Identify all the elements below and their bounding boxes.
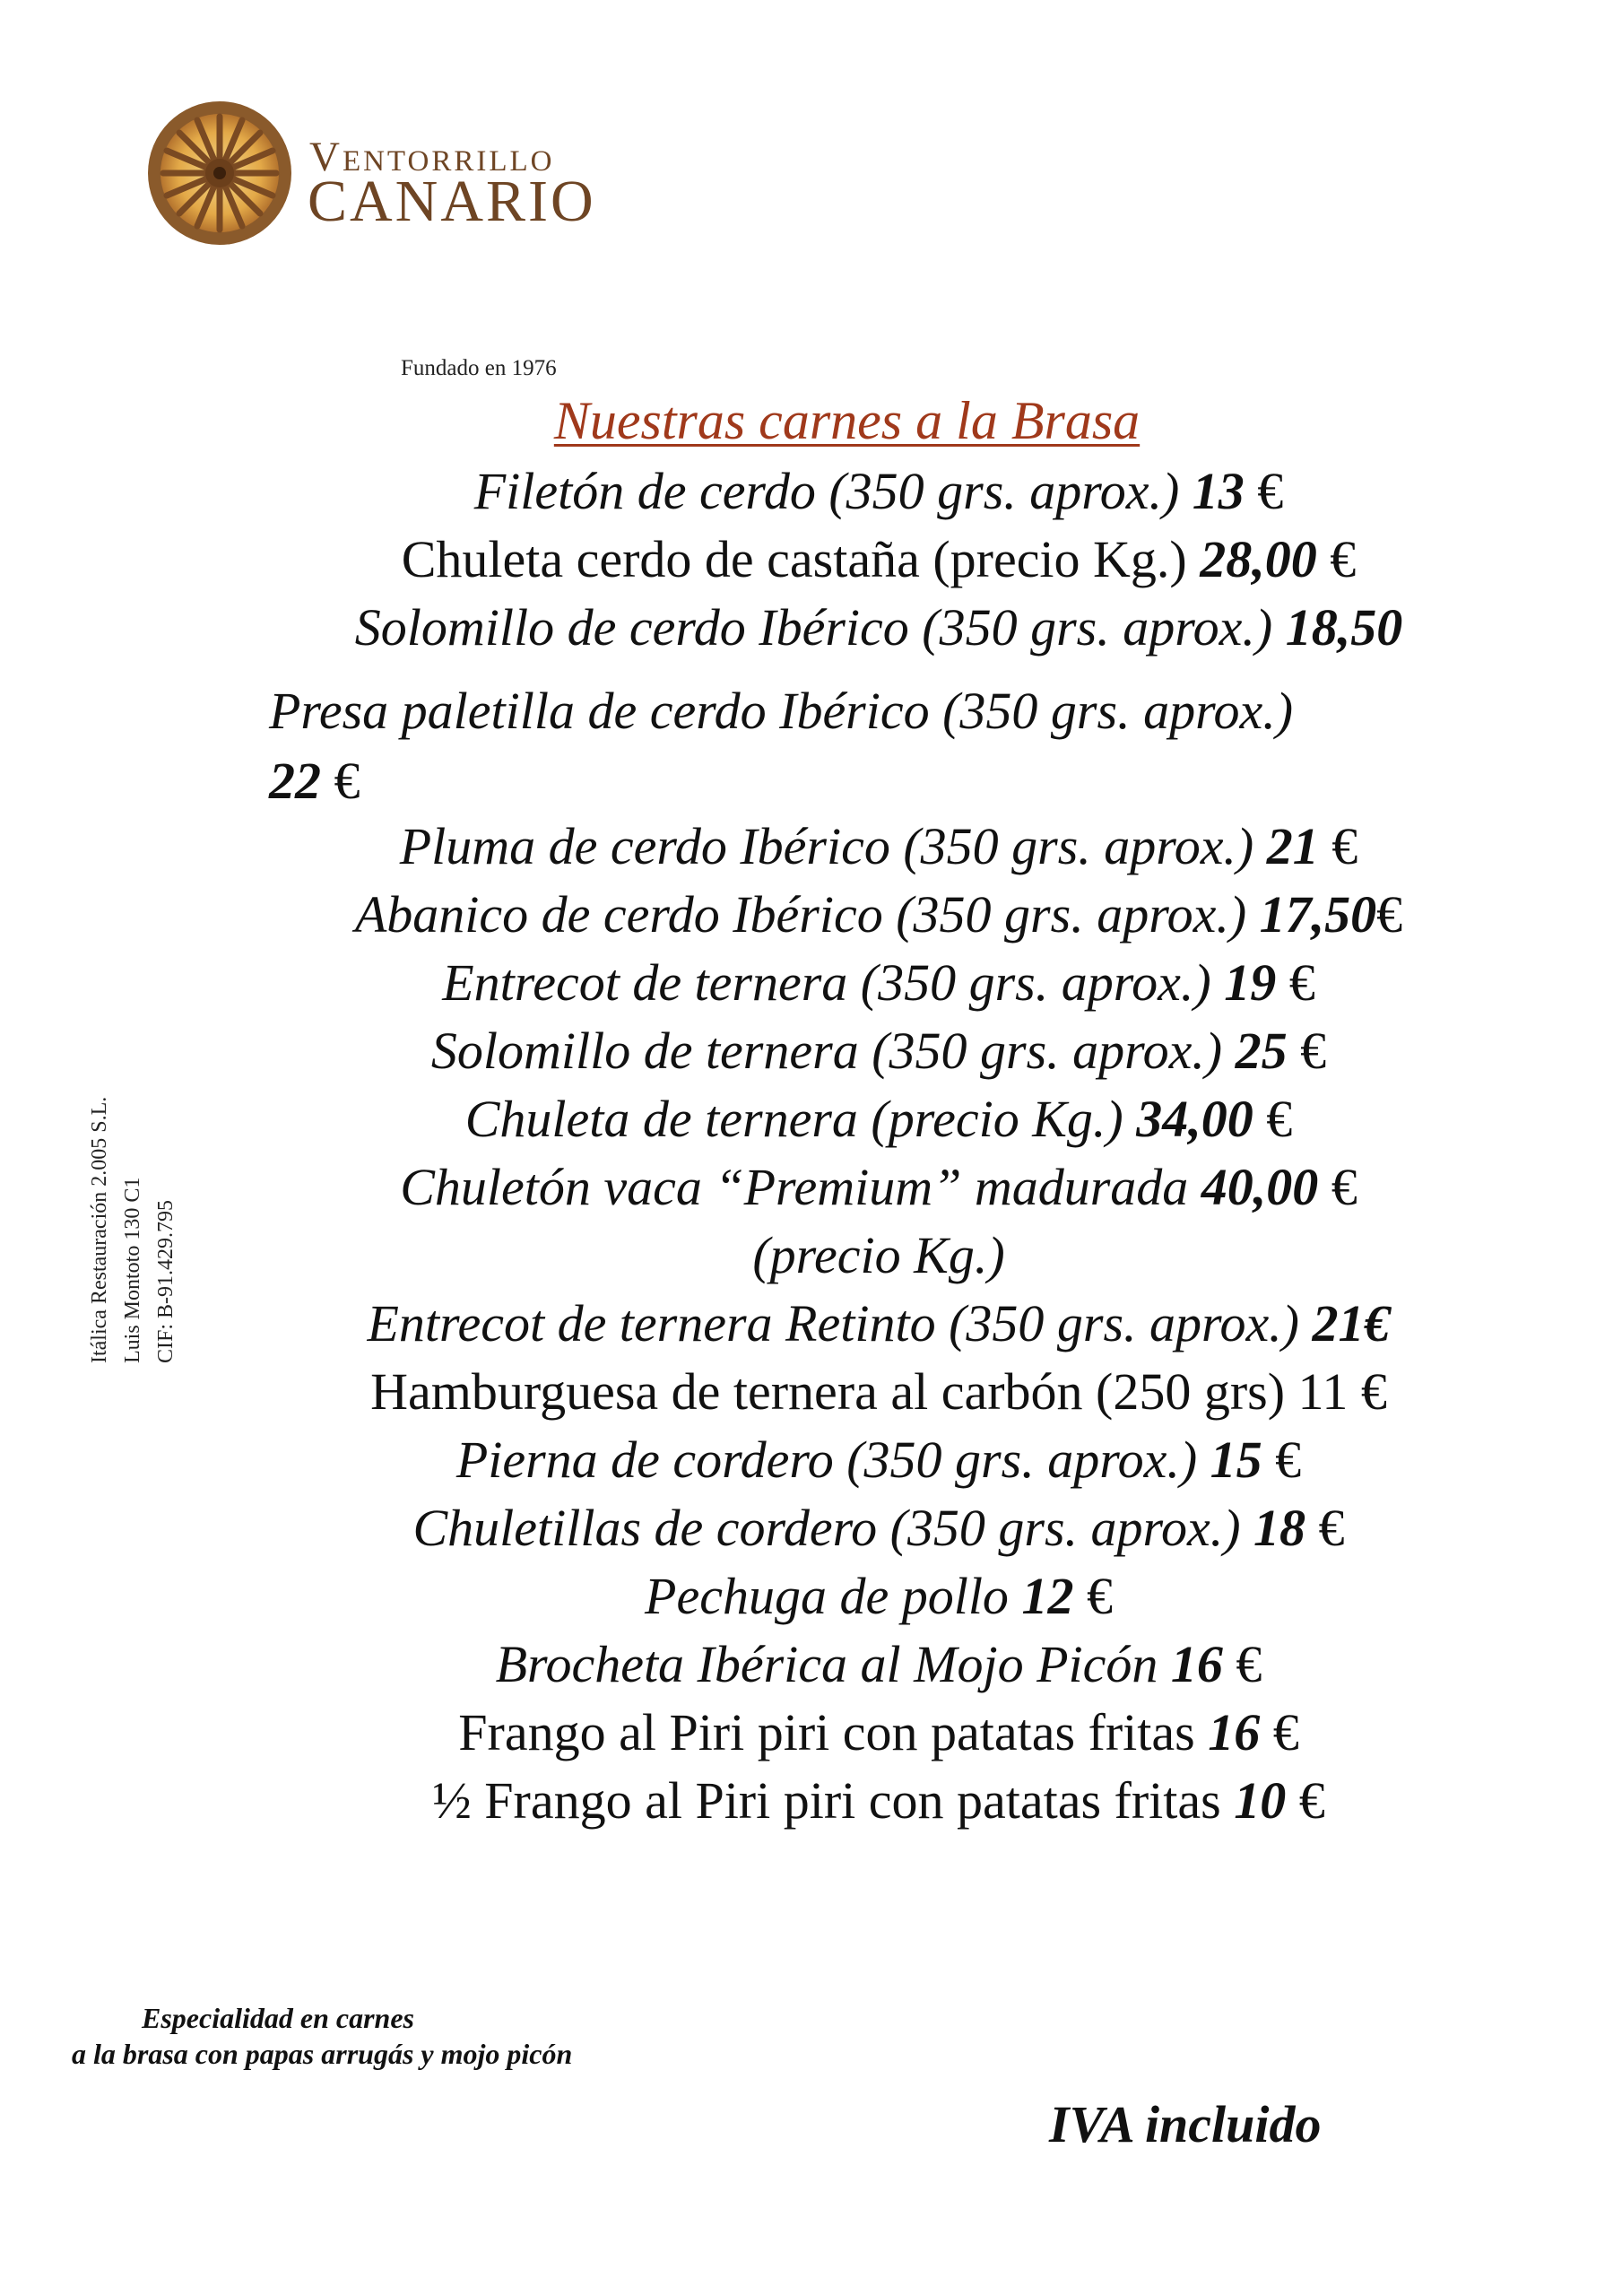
item-price: 10: [1234, 1771, 1287, 1830]
item-price: 17,50: [1259, 885, 1377, 944]
menu-item: [269, 1426, 1488, 1494]
menu-item: [269, 1358, 1488, 1426]
item-price: 28,00: [1200, 530, 1317, 588]
item-currency: €: [1260, 1703, 1299, 1761]
item-name: Pechuga de pollo: [645, 1567, 1022, 1625]
menu-item: [269, 813, 1488, 881]
wagon-wheel-icon: [143, 97, 296, 249]
menu-item: [269, 881, 1488, 949]
item-name: Chuleta cerdo de castaña (precio Kg.): [401, 530, 1201, 588]
company-name: Itálica Restauración 2.005 S.L.: [88, 1096, 111, 1363]
item-price: 34,00: [1136, 1090, 1253, 1148]
restaurant-logo: [143, 97, 610, 249]
item-name: Brocheta Ibérica al Mojo Picón: [495, 1635, 1171, 1693]
item-name: Abanico de cerdo Ibérico (350 grs. aprox.): [354, 885, 1260, 944]
item-name: (precio Kg.): [752, 1226, 1005, 1284]
menu-item: [269, 949, 1488, 1017]
item-name: Solomillo de ternera (350 grs. aprox.): [430, 1022, 1236, 1080]
menu-item: [269, 1085, 1488, 1153]
item-price: 18: [1253, 1499, 1306, 1557]
item-price: 21: [1266, 817, 1319, 875]
company-info: [83, 915, 183, 1363]
item-currency: €: [1305, 1499, 1345, 1557]
item-currency: €: [1262, 1431, 1302, 1489]
menu-title: [0, 390, 1622, 452]
item-currency: €: [1253, 1090, 1293, 1148]
item-price: 19: [1224, 953, 1277, 1012]
item-price: 22: [269, 752, 321, 810]
menu-item: [269, 457, 1488, 526]
brand-name-line1: Ventorrillo: [309, 134, 555, 180]
menu-item: [269, 1494, 1488, 1562]
item-price: 15: [1210, 1431, 1262, 1489]
item-name: Entrecot de ternera (350 grs. aprox.): [442, 953, 1225, 1012]
menu-item: [269, 1631, 1488, 1699]
item-currency: 11 €: [1297, 1362, 1387, 1421]
item-currency: €: [1287, 1022, 1327, 1080]
founded-text: Fundado en 1976: [401, 356, 557, 380]
item-currency: €: [1222, 1635, 1262, 1693]
item-name: Chuletillas de cordero (350 grs. aprox.): [412, 1499, 1254, 1557]
menu-item: [269, 1153, 1488, 1222]
speciality-line1: Especialidad en carnes: [142, 2002, 414, 2034]
menu-item-continuation: [269, 1222, 1488, 1290]
item-price: 25: [1235, 1022, 1288, 1080]
item-name: Hamburguesa de ternera al carbón (250 grs): [370, 1362, 1298, 1421]
item-currency: €: [1073, 1567, 1113, 1625]
menu-title-text: Nuestras carnes a la Brasa: [553, 391, 1141, 450]
item-currency: €: [1316, 530, 1357, 588]
menu-item: [269, 1290, 1488, 1358]
item-name: Chuleta de ternera (precio Kg.): [464, 1090, 1137, 1148]
item-currency: €: [1318, 817, 1358, 875]
brand-name-line2: CANARIO: [308, 169, 596, 234]
item-price: 16: [1170, 1635, 1223, 1693]
item-name: Chuletón vaca “Premium” madurada: [400, 1158, 1201, 1216]
company-cif: CIF: B-91.429.795: [154, 1199, 178, 1363]
item-price: 21€: [1312, 1294, 1391, 1352]
item-name: Solomillo de cerdo Ibérico (350 grs. aprox.): [354, 598, 1286, 657]
menu-item: [269, 676, 1488, 816]
item-name: Pierna de cordero (350 grs. aprox.): [455, 1431, 1210, 1489]
menu-item: [269, 594, 1488, 662]
menu-list: [269, 457, 1488, 1835]
speciality-note: [72, 2000, 699, 2072]
item-currency: €: [1376, 885, 1403, 944]
menu-item: [269, 1699, 1488, 1767]
item-currency: €: [1276, 953, 1315, 1012]
item-name: ½ Frango al Piri piri con patatas fritas: [432, 1771, 1235, 1830]
item-currency: €: [1244, 462, 1284, 520]
item-name: Entrecot de ternera Retinto (350 grs. aprox.): [367, 1294, 1313, 1352]
item-currency: €: [321, 752, 360, 810]
item-currency: €: [1286, 1771, 1325, 1830]
menu-item: [269, 1017, 1488, 1085]
item-name: Pluma de cerdo Ibérico (350 grs. aprox.): [399, 817, 1267, 875]
company-address: Luis Montoto 130 C1: [121, 1177, 144, 1363]
item-price: 18,50: [1285, 598, 1403, 657]
item-currency: €: [1318, 1158, 1357, 1216]
item-price: 40,00: [1201, 1158, 1319, 1216]
item-price: 16: [1208, 1703, 1261, 1761]
menu-item: [269, 1562, 1488, 1631]
iva-note: IVA incluido: [1049, 2095, 1322, 2153]
item-price: 13: [1192, 462, 1245, 520]
speciality-line2: a la brasa con papas arrugás y mojo picón: [72, 2038, 573, 2070]
menu-item: [269, 1767, 1488, 1835]
item-name: Presa paletilla de cerdo Ibérico (350 grs. aprox.): [269, 682, 1294, 740]
menu-item: [269, 526, 1488, 594]
item-price: 12: [1021, 1567, 1074, 1625]
item-name: Filetón de cerdo (350 grs. aprox.): [473, 462, 1193, 520]
item-name: Frango al Piri piri con patatas fritas: [458, 1703, 1209, 1761]
